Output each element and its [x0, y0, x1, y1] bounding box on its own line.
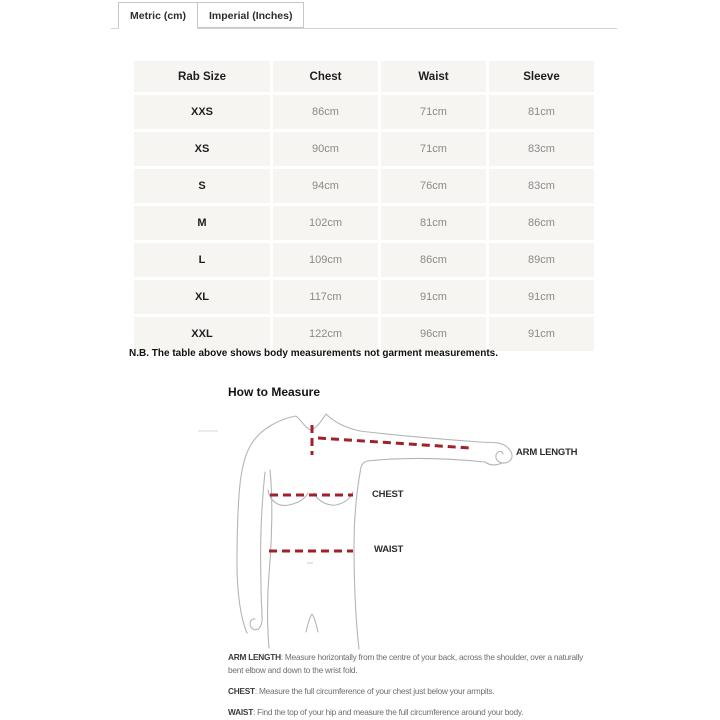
instruction-waist-label: WAIST [228, 707, 254, 717]
sleeve-cell: 83cm [489, 169, 594, 203]
body-measurements-note: N.B. The table above shows body measurements not garment measurements. [129, 348, 498, 359]
waist-label: WAIST [374, 544, 404, 555]
chest-cell: 117cm [273, 280, 378, 314]
table-row [134, 206, 594, 240]
sleeve-cell: 83cm [489, 132, 594, 166]
instruction-arm-length-label: ARM LENGTH [228, 652, 281, 662]
size-cell: XXS [134, 95, 270, 129]
size-cell: L [134, 243, 270, 277]
sleeve-cell: 91cm [489, 280, 594, 314]
instruction-arm-length [228, 651, 596, 677]
chest-cell: 90cm [273, 132, 378, 166]
size-cell: XXL [134, 317, 270, 351]
size-cell: M [134, 206, 270, 240]
waist-cell: 71cm [381, 95, 486, 129]
sleeve-cell: 91cm [489, 317, 594, 351]
table-row [134, 95, 594, 129]
size-table [131, 58, 597, 354]
sleeve-cell: 89cm [489, 243, 594, 277]
table-row [134, 243, 594, 277]
table-row [134, 280, 594, 314]
header-chest: Chest [273, 61, 378, 92]
waist-cell: 71cm [381, 132, 486, 166]
table-header-row [134, 61, 594, 92]
chest-cell: 102cm [273, 206, 378, 240]
instruction-chest-label: CHEST [228, 686, 255, 696]
instruction-waist [228, 706, 596, 719]
waist-cell: 81cm [381, 206, 486, 240]
size-cell: XL [134, 280, 270, 314]
how-to-measure-title: How to Measure [228, 385, 321, 399]
instruction-chest-text: : Measure the full circumference of your chest just below your armpits. [254, 686, 495, 696]
size-cell: XS [134, 132, 270, 166]
table-row [134, 132, 594, 166]
instruction-chest [228, 685, 596, 698]
instruction-arm-length-text: : Measure horizontally from the centre of your back, across the shoulder, over a naturally bent elbow and down to the wrist fold. [228, 652, 583, 675]
waist-cell: 91cm [381, 280, 486, 314]
measuring-instructions [228, 651, 596, 720]
tab-metric-cm[interactable]: Metric (cm) [118, 2, 198, 29]
body-outline [237, 414, 512, 649]
tab-imperial-inches[interactable]: Imperial (Inches) [198, 2, 304, 28]
waist-cell: 76cm [381, 169, 486, 203]
header-sleeve: Sleeve [489, 61, 594, 92]
body-outline-left [250, 470, 272, 648]
chest-cell: 94cm [273, 169, 378, 203]
unit-tab-bar [111, 2, 617, 29]
sleeve-cell: 81cm [489, 95, 594, 129]
header-rab-size: Rab Size [134, 61, 270, 92]
chest-cell: 86cm [273, 95, 378, 129]
waist-cell: 96cm [381, 317, 486, 351]
size-cell: S [134, 169, 270, 203]
instruction-waist-text: : Find the top of your hip and measure the full circumference around your body. [253, 707, 524, 717]
chest-label: CHEST [372, 489, 404, 500]
sleeve-cell: 86cm [489, 206, 594, 240]
chest-curves [268, 490, 353, 505]
chest-cell: 122cm [273, 317, 378, 351]
chest-cell: 109cm [273, 243, 378, 277]
crotch-line [306, 614, 318, 632]
table-row [134, 169, 594, 203]
table-row [134, 317, 594, 351]
waist-cell: 86cm [381, 243, 486, 277]
body-measurement-diagram [195, 404, 585, 652]
arm-length-label: ARM LENGTH [516, 447, 578, 458]
header-waist: Waist [381, 61, 486, 92]
